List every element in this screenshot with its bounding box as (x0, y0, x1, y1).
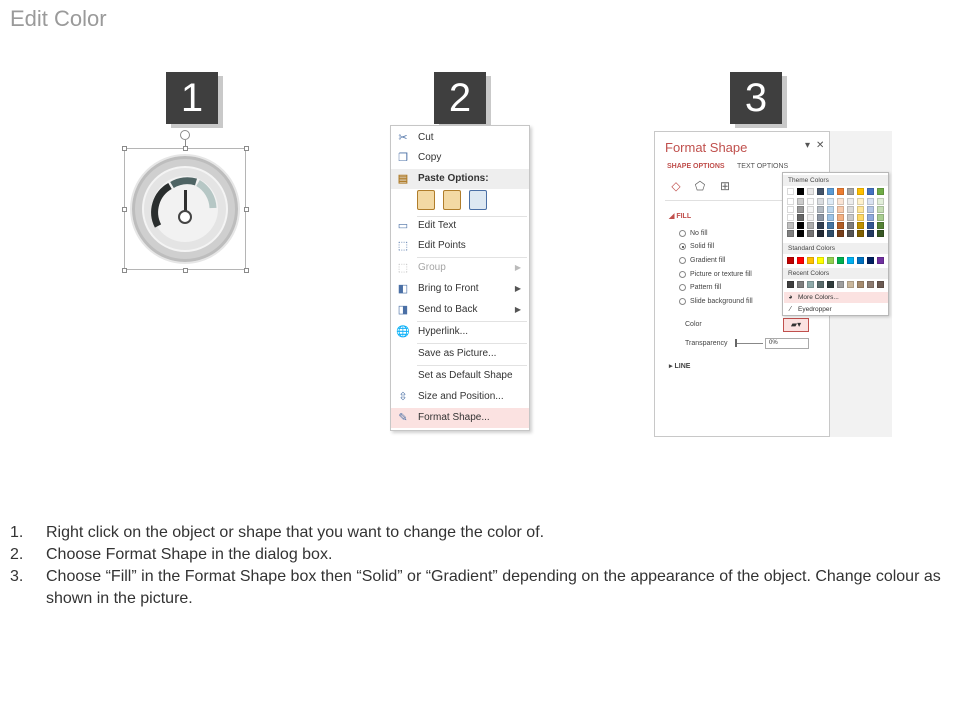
theme-color-swatch[interactable] (877, 230, 884, 237)
menu-item-edit-text[interactable] (391, 216, 529, 236)
radio-label: Picture or texture fill (690, 271, 752, 278)
transparency-slider-track[interactable] (735, 343, 763, 344)
menu-label: Bring to Front (418, 283, 479, 294)
menu-item-bring-to-front[interactable] (391, 279, 529, 299)
resize-handle-top-left[interactable] (122, 146, 127, 151)
theme-color-swatch[interactable] (817, 198, 824, 205)
theme-color-swatch[interactable] (877, 198, 884, 205)
instruction-item (10, 522, 950, 544)
submenu-arrow-icon: ▶ (514, 305, 521, 314)
radio-button[interactable] (679, 298, 686, 305)
recent-color-swatch[interactable] (837, 281, 844, 288)
recent-color-swatch[interactable] (827, 281, 834, 288)
theme-color-swatch[interactable] (877, 188, 884, 195)
group-icon: ⬚ (397, 262, 409, 274)
theme-color-swatch[interactable] (857, 206, 864, 213)
recent-color-swatch[interactable] (877, 281, 884, 288)
recent-color-swatch[interactable] (867, 281, 874, 288)
menu-label: Paste Options: (418, 173, 489, 184)
instruction-text: Choose Format Shape in the dialog box. (46, 546, 333, 563)
theme-color-swatch[interactable] (847, 206, 854, 213)
radio-label: Slide background fill (690, 298, 753, 305)
step-badge-3: 3 (730, 72, 782, 124)
chevron-down-icon: ▾ (797, 320, 802, 329)
copy-icon: ❐ (398, 152, 408, 164)
recent-color-swatch[interactable] (857, 281, 864, 288)
fill-section-label: FILL (676, 213, 692, 220)
pane-title: Format Shape (665, 140, 748, 155)
radio-label: No fill (690, 230, 708, 237)
gauge-hub (178, 210, 192, 224)
theme-color-swatch[interactable] (817, 222, 824, 229)
theme-color-swatch[interactable] (787, 206, 794, 213)
theme-color-swatch[interactable] (847, 214, 854, 221)
theme-color-swatch[interactable] (877, 222, 884, 229)
menu-item-format-shape[interactable] (391, 408, 529, 428)
slide-title: Edit Color (10, 6, 107, 31)
close-icon[interactable]: ✕ (816, 140, 825, 151)
paste-options-group (417, 190, 487, 212)
menu-item-hyperlink[interactable] (391, 322, 529, 342)
theme-color-swatch[interactable] (827, 222, 834, 229)
theme-color-swatch[interactable] (837, 214, 844, 221)
theme-color-swatch[interactable] (797, 214, 804, 221)
step-badge-2: 2 (434, 72, 486, 124)
menu-item-size-and-position[interactable] (391, 387, 529, 407)
theme-color-swatch[interactable] (847, 222, 854, 229)
menu-label: Size and Position... (418, 391, 504, 402)
instruction-number: 2. (10, 546, 24, 563)
menu-item-set-default-shape[interactable] (391, 366, 529, 386)
theme-color-swatch[interactable] (847, 188, 854, 195)
context-menu (390, 125, 530, 431)
standard-color-swatch[interactable] (857, 257, 864, 264)
rotation-handle[interactable] (180, 130, 190, 140)
theme-color-swatch[interactable] (857, 188, 864, 195)
tab-shape-options[interactable]: SHAPE OPTIONS (667, 163, 725, 170)
menu-label: Edit Text (418, 220, 457, 231)
theme-color-swatch[interactable] (827, 230, 834, 237)
theme-color-swatch[interactable] (787, 222, 794, 229)
radio-label: Gradient fill (690, 257, 726, 264)
theme-color-swatch[interactable] (807, 198, 814, 205)
theme-color-swatch[interactable] (797, 198, 804, 205)
paste-use-destination-icon[interactable] (443, 190, 461, 210)
theme-color-swatch[interactable] (807, 222, 814, 229)
transparency-label: Transparency (685, 340, 728, 347)
hyperlink-icon: 🌐 (396, 326, 410, 338)
menu-label: Edit Points (418, 240, 466, 251)
resize-handle-bottom[interactable] (183, 268, 188, 273)
menu-item-edit-points[interactable] (391, 236, 529, 256)
size-position-icon: ⇳ (398, 391, 408, 403)
send-to-back-icon: ◨ (397, 304, 409, 316)
menu-label: Hyperlink... (418, 326, 469, 337)
theme-color-swatch[interactable] (867, 198, 874, 205)
resize-handle-left[interactable] (122, 207, 127, 212)
instructions-list (10, 522, 950, 610)
paste-picture-icon[interactable] (469, 190, 487, 210)
menu-label: Group (418, 262, 446, 273)
tab-text-options[interactable]: TEXT OPTIONS (737, 163, 789, 170)
recent-color-swatch[interactable] (847, 281, 854, 288)
menu-item-copy[interactable] (391, 148, 529, 168)
radio-button[interactable] (679, 271, 686, 278)
menu-item-cut[interactable] (391, 128, 529, 148)
theme-color-swatch[interactable] (847, 230, 854, 237)
instruction-item (10, 544, 950, 566)
menu-label: Send to Back (418, 304, 478, 315)
standard-color-swatch[interactable] (847, 257, 854, 264)
more-colors-item[interactable] (784, 292, 888, 303)
theme-color-swatch[interactable] (857, 222, 864, 229)
color-label: Color (685, 321, 702, 328)
theme-color-swatch[interactable] (797, 230, 804, 237)
theme-color-swatch[interactable] (837, 198, 844, 205)
standard-color-swatch[interactable] (827, 257, 834, 264)
theme-color-swatch[interactable] (817, 214, 824, 221)
theme-color-swatch[interactable] (787, 214, 794, 221)
menu-label: Format Shape... (418, 412, 490, 423)
theme-color-swatch[interactable] (847, 198, 854, 205)
more-colors-label: More Colors... (798, 294, 839, 301)
theme-color-swatch[interactable] (797, 206, 804, 213)
submenu-arrow-icon: ▶ (514, 284, 521, 293)
pane-options-dropdown-icon[interactable]: ▾ (805, 140, 811, 151)
theme-color-swatch[interactable] (797, 188, 804, 195)
theme-color-swatch[interactable] (877, 206, 884, 213)
theme-color-swatch[interactable] (827, 198, 834, 205)
resize-handle-right[interactable] (244, 207, 249, 212)
paint-bucket-icon: ▰ (790, 320, 798, 329)
color-wheel-icon: ◕ (788, 294, 793, 301)
menu-item-group[interactable] (391, 258, 529, 278)
theme-colors-header: Theme Colors (783, 175, 888, 186)
theme-color-swatch[interactable] (857, 230, 864, 237)
submenu-arrow-icon: ▶ (514, 263, 521, 272)
theme-color-swatch[interactable] (867, 222, 874, 229)
radio-label: Pattern fill (690, 284, 722, 291)
size-properties-icon[interactable]: ⊞ (719, 179, 731, 193)
theme-color-swatch[interactable] (807, 230, 814, 237)
theme-color-swatch[interactable] (867, 188, 874, 195)
standard-color-swatch[interactable] (867, 257, 874, 264)
eyedropper-label: Eyedropper (798, 306, 832, 313)
effects-icon[interactable]: ⬠ (694, 179, 706, 193)
standard-color-swatch[interactable] (797, 257, 804, 264)
instruction-number: 1. (10, 524, 24, 541)
resize-handle-bottom-left[interactable] (122, 268, 127, 273)
standard-color-swatch[interactable] (817, 257, 824, 264)
fill-line-icon[interactable]: ◇ (671, 179, 681, 193)
instruction-item (10, 566, 950, 610)
paste-icon: ▤ (397, 173, 409, 185)
menu-header-paste-options (391, 169, 529, 189)
color-picker-dropdown (782, 172, 889, 316)
theme-color-swatch[interactable] (807, 188, 814, 195)
recent-color-swatch[interactable] (807, 281, 814, 288)
standard-color-swatch[interactable] (877, 257, 884, 264)
instruction-text: Right click on the object or shape that you want to change the color of. (46, 524, 545, 541)
chevron-right-icon: ▸ (669, 363, 675, 370)
transparency-slider-thumb[interactable] (735, 339, 737, 347)
radio-label: Solid fill (690, 243, 715, 250)
theme-color-swatch[interactable] (877, 214, 884, 221)
bring-to-front-icon: ◧ (397, 283, 409, 295)
theme-color-swatch[interactable] (817, 206, 824, 213)
radio-button[interactable] (679, 243, 686, 250)
fill-section-header[interactable] (669, 212, 691, 220)
theme-color-swatch[interactable] (837, 188, 844, 195)
theme-color-swatch[interactable] (827, 206, 834, 213)
chevron-down-icon: ◢ (669, 213, 677, 220)
paste-keep-source-icon[interactable] (417, 190, 435, 210)
step-badge-1: 1 (166, 72, 218, 124)
recent-color-swatch[interactable] (817, 281, 824, 288)
eyedropper-item[interactable] (784, 304, 888, 315)
theme-color-swatch[interactable] (787, 188, 794, 195)
theme-color-swatch[interactable] (817, 230, 824, 237)
transparency-input[interactable]: 0% (765, 338, 809, 349)
line-section-label: LINE (674, 363, 691, 370)
standard-color-swatch[interactable] (837, 257, 844, 264)
theme-color-swatch[interactable] (797, 222, 804, 229)
menu-label: Set as Default Shape (418, 370, 513, 381)
resize-handle-top[interactable] (183, 146, 188, 151)
theme-color-swatch[interactable] (867, 214, 874, 221)
format-shape-icon: ✎ (398, 412, 408, 424)
menu-item-send-to-back[interactable] (391, 300, 529, 320)
theme-color-swatch[interactable] (827, 188, 834, 195)
theme-color-swatch[interactable] (807, 214, 814, 221)
resize-handle-bottom-right[interactable] (244, 268, 249, 273)
menu-label: Copy (418, 152, 442, 163)
menu-label: Cut (418, 132, 434, 143)
instruction-number: 3. (10, 568, 24, 585)
recent-color-swatch[interactable] (787, 281, 794, 288)
theme-color-swatch[interactable] (857, 198, 864, 205)
edit-text-icon: ▭ (397, 220, 409, 232)
theme-color-swatch[interactable] (817, 188, 824, 195)
theme-color-swatch[interactable] (857, 214, 864, 221)
theme-color-swatch[interactable] (867, 230, 874, 237)
theme-color-swatch[interactable] (787, 230, 794, 237)
radio-button[interactable] (679, 284, 686, 291)
theme-color-swatch[interactable] (837, 222, 844, 229)
resize-handle-top-right[interactable] (244, 146, 249, 151)
standard-color-swatch[interactable] (787, 257, 794, 264)
radio-button[interactable] (679, 257, 686, 264)
theme-color-swatch[interactable] (837, 230, 844, 237)
edit-points-icon: ⬚ (397, 240, 409, 252)
standard-colors-header: Standard Colors (783, 243, 888, 254)
theme-color-swatch[interactable] (867, 206, 874, 213)
menu-item-save-as-picture[interactable] (391, 344, 529, 364)
color-dropdown-button[interactable] (783, 318, 809, 332)
theme-color-swatch[interactable] (787, 198, 794, 205)
recent-color-swatch[interactable] (797, 281, 804, 288)
line-section-header[interactable] (669, 362, 690, 370)
scissors-icon: ✂ (398, 132, 408, 144)
gauge-shape-selected[interactable] (124, 130, 248, 270)
recent-colors-header: Recent Colors (783, 268, 888, 279)
menu-label: Save as Picture... (418, 348, 497, 359)
radio-button[interactable] (679, 230, 686, 237)
standard-color-swatch[interactable] (807, 257, 814, 264)
eyedropper-icon: ⁄ (789, 306, 792, 313)
theme-color-swatch[interactable] (837, 206, 844, 213)
theme-color-swatch[interactable] (807, 206, 814, 213)
instruction-text: Choose “Fill” in the Format Shape box then “Solid” or “Gradient” depending on the appearance of the object. Change colour as shown in the picture. (46, 568, 941, 607)
theme-color-swatch[interactable] (827, 214, 834, 221)
